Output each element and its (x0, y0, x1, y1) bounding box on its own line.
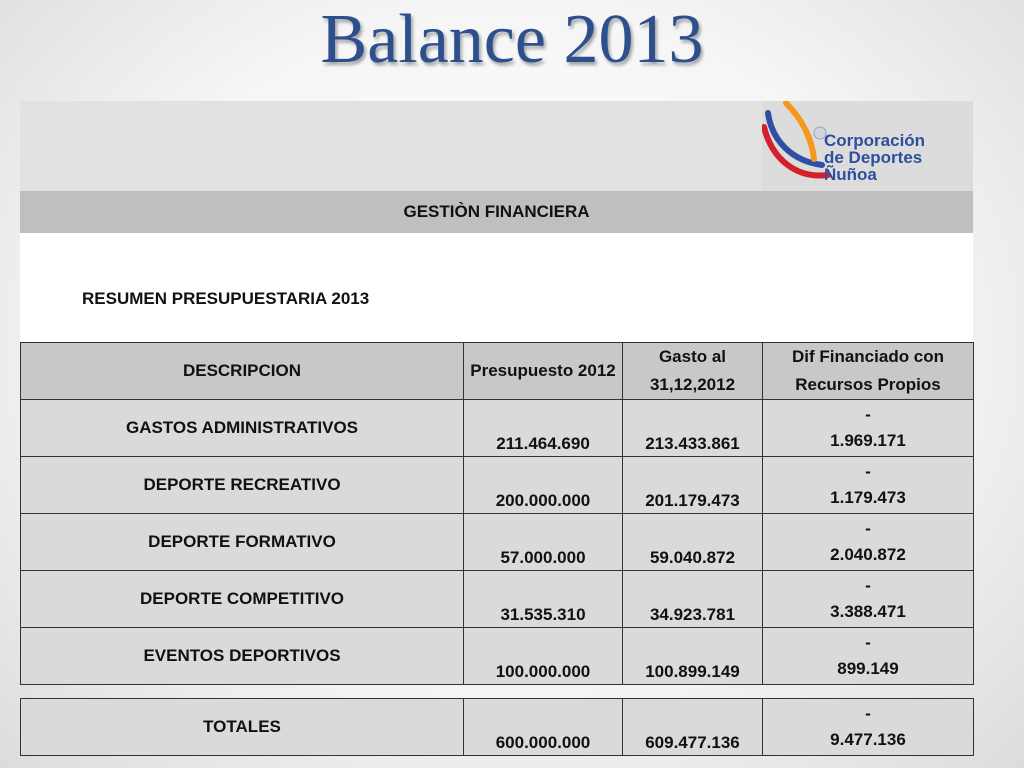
totals-dif-sign: - (865, 704, 871, 723)
row-gasto: 59.040.872 (623, 514, 763, 571)
row-dif-sign: - (865, 405, 871, 424)
totals-gasto: 609.477.136 (623, 699, 763, 756)
totals-dif (763, 699, 974, 756)
logo-line-1: Corporación (824, 131, 926, 150)
slide-title: Balance 2013 (320, 1, 704, 78)
row-dif-value: 1.179.473 (830, 488, 906, 507)
row-descripcion: EVENTOS DEPORTIVOS (21, 628, 464, 685)
row-gasto: 34.923.781 (623, 571, 763, 628)
header-presupuesto: Presupuesto 2012 (464, 343, 623, 400)
budget-table (20, 342, 974, 685)
row-descripcion: DEPORTE RECREATIVO (21, 457, 464, 514)
row-presupuesto: 211.464.690 (464, 400, 623, 457)
table-row (21, 457, 974, 514)
row-dif (763, 571, 974, 628)
header-dif: Dif Financiado con Recursos Propios (763, 343, 974, 400)
row-dif (763, 400, 974, 457)
totals-label: TOTALES (21, 699, 464, 756)
row-descripcion: DEPORTE COMPETITIVO (21, 571, 464, 628)
row-gasto: 213.433.861 (623, 400, 763, 457)
row-dif (763, 628, 974, 685)
row-gasto: 100.899.149 (623, 628, 763, 685)
table-row (21, 514, 974, 571)
logo-line-2: de Deportes (824, 148, 923, 167)
row-presupuesto: 31.535.310 (464, 571, 623, 628)
logo-line-3: Ñuñoa (824, 165, 877, 184)
row-dif-sign: - (865, 633, 871, 652)
table-header-row (21, 343, 974, 400)
row-dif (763, 457, 974, 514)
totals-table (20, 698, 974, 756)
header-gasto: Gasto al 31,12,2012 (623, 343, 763, 400)
row-presupuesto: 200.000.000 (464, 457, 623, 514)
section-title: GESTIÒN FINANCIERA (20, 191, 973, 233)
row-dif-value: 899.149 (837, 659, 899, 678)
row-dif-value: 2.040.872 (830, 545, 906, 564)
logo-text (824, 132, 925, 183)
header-descripcion: DESCRIPCION (21, 343, 464, 400)
organization-logo (762, 101, 973, 191)
row-dif (763, 514, 974, 571)
row-dif-value: 3.388.471 (830, 602, 906, 621)
row-gasto: 201.179.473 (623, 457, 763, 514)
row-dif-sign: - (865, 519, 871, 538)
table-row (21, 571, 974, 628)
row-presupuesto: 57.000.000 (464, 514, 623, 571)
row-dif-value: 1.969.171 (830, 431, 906, 450)
row-dif-sign: - (865, 462, 871, 481)
totals-presupuesto: 600.000.000 (464, 699, 623, 756)
row-presupuesto: 100.000.000 (464, 628, 623, 685)
row-dif-sign: - (865, 576, 871, 595)
totals-dif-value: 9.477.136 (830, 730, 906, 749)
table-subtitle: RESUMEN PRESUPUESTARIA 2013 (82, 289, 370, 308)
table-row (21, 400, 974, 457)
table-row (21, 628, 974, 685)
totals-row (21, 699, 974, 756)
row-descripcion: GASTOS ADMINISTRATIVOS (21, 400, 464, 457)
row-descripcion: DEPORTE FORMATIVO (21, 514, 464, 571)
